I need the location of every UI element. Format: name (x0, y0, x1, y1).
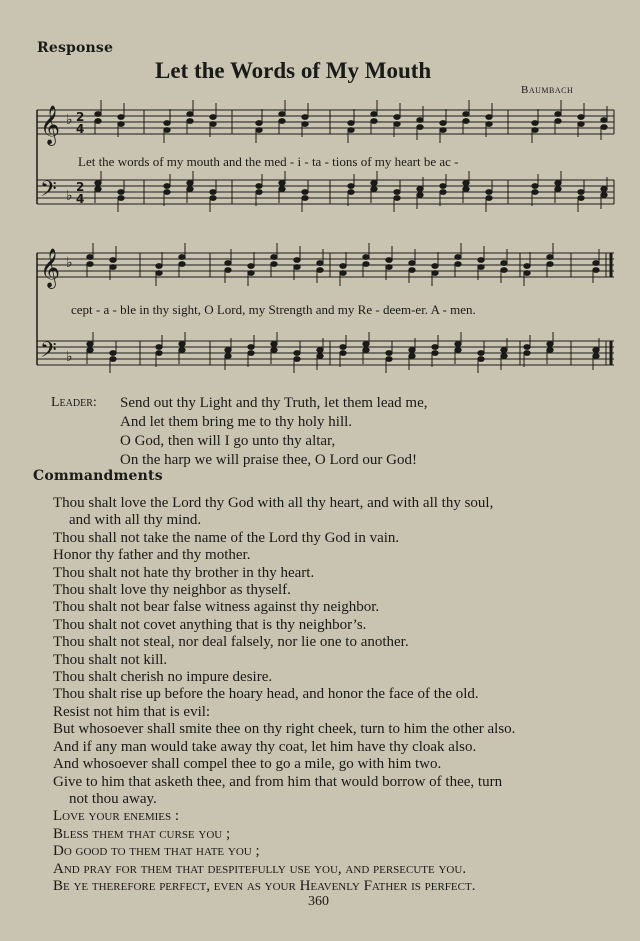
note-head (348, 128, 354, 133)
note-head (593, 261, 599, 266)
note-head (317, 354, 323, 359)
note-head (440, 184, 446, 189)
note-head (294, 265, 300, 270)
note-head (386, 351, 392, 356)
commandment-line: Thou shalt love the Lord thy God with all thy heart, and with all thy soul, (53, 495, 494, 511)
note-head (179, 342, 185, 347)
commandment-line: Thou shalt love thy neighbor as thyself. (53, 582, 291, 599)
note-head (432, 351, 438, 356)
note-head (501, 354, 507, 359)
commandment-line: And whosoever shall compel thee to go a mile, go with him two. (53, 756, 442, 773)
commandment-line: Give to him that asketh thee, and from him that would borrow of thee, turn (53, 773, 503, 790)
time-signature: 2 (76, 110, 85, 124)
note-head (340, 264, 346, 269)
note-head (478, 357, 484, 362)
note-head (555, 187, 561, 192)
note-head (87, 255, 93, 260)
note-head (210, 190, 216, 195)
note-head (486, 196, 492, 201)
note-head (363, 255, 369, 260)
closing-line: Bless them that curse you ; (53, 825, 231, 842)
commandment-line: And if any man would take away thy coat, let him have thy cloak also. (53, 738, 477, 755)
note-head (302, 196, 308, 201)
note-head (371, 112, 377, 117)
note-head (440, 190, 446, 195)
note-head (524, 345, 530, 350)
note-head (394, 122, 400, 127)
note-head (294, 351, 300, 356)
leader-line: And let them bring me to thy holy hill. (120, 414, 353, 430)
closing-line: Love your enemies : (53, 808, 180, 825)
closing-line: Be ye therefore perfect, even as your Heavenly Father is perfect. (53, 877, 476, 894)
note-head (248, 271, 254, 276)
response-heading: Response (37, 40, 114, 56)
note-head (110, 351, 116, 356)
leader-text (120, 394, 427, 470)
note-head (156, 351, 162, 356)
note-head (187, 119, 193, 124)
note-head (386, 357, 392, 362)
note-head (394, 190, 400, 195)
note-head (187, 112, 193, 117)
note-head (501, 261, 507, 266)
note-head (256, 121, 262, 126)
note-head (409, 261, 415, 266)
note-head (363, 348, 369, 353)
note-head (371, 119, 377, 124)
closing-line: Do good to them that hate you ; (53, 843, 260, 860)
note-head (455, 255, 461, 260)
note-head (348, 121, 354, 126)
note-head (279, 112, 285, 117)
note-head (532, 190, 538, 195)
note-head (432, 264, 438, 269)
note-head (363, 262, 369, 267)
note-head (248, 351, 254, 356)
note-head (210, 115, 216, 120)
note-head (110, 265, 116, 270)
note-head (601, 118, 607, 123)
note-head (463, 187, 469, 192)
note-head (87, 348, 93, 353)
note-head (95, 181, 101, 186)
note-head (524, 351, 530, 356)
note-head (547, 342, 553, 347)
note-head (532, 184, 538, 189)
note-head (371, 187, 377, 192)
note-head (363, 342, 369, 347)
note-head (317, 348, 323, 353)
note-head (271, 255, 277, 260)
note-head (279, 181, 285, 186)
note-head (578, 190, 584, 195)
note-head (478, 351, 484, 356)
commandment-line: Thou shalt not bear false witness against thy neighbor. (53, 599, 380, 616)
note-head (187, 181, 193, 186)
note-head (463, 112, 469, 117)
commandment-line: and with all thy mind. (69, 512, 202, 529)
commandment-line: Thou shall not take the name of the Lord thy God in vain. (53, 529, 400, 546)
note-head (156, 264, 162, 269)
note-head (210, 122, 216, 127)
note-head (164, 190, 170, 195)
flat-icon: ♭ (66, 188, 73, 204)
note-head (417, 193, 423, 198)
note-head (248, 264, 254, 269)
note-head (593, 348, 599, 353)
note-head (317, 268, 323, 273)
note-head (87, 342, 93, 347)
note-head (118, 196, 124, 201)
note-head (524, 264, 530, 269)
note-head (455, 262, 461, 267)
commandment-line: Thou shalt cherish no impure desire. (53, 669, 273, 686)
hymn-title: Let the Words of My Mouth (155, 58, 432, 83)
time-signature: 4 (76, 192, 85, 206)
music-score (0, 0, 640, 400)
note-head (271, 262, 277, 267)
note-head (156, 271, 162, 276)
page-number: 360 (308, 894, 329, 909)
note-head (486, 122, 492, 127)
note-head (524, 271, 530, 276)
note-head (440, 121, 446, 126)
note-head (302, 115, 308, 120)
note-head (463, 119, 469, 124)
flat-icon: ♭ (66, 255, 73, 271)
note-head (118, 122, 124, 127)
note-head (225, 354, 231, 359)
note-head (340, 345, 346, 350)
note-head (164, 184, 170, 189)
note-head (547, 262, 553, 267)
note-head (532, 128, 538, 133)
note-head (501, 268, 507, 273)
commandment-line: Thou shalt not covet anything that is thy neighbor’s. (53, 616, 367, 633)
leader-line: On the harp we will praise thee, O Lord our God! (120, 452, 417, 468)
commandment-line: not thou away. (69, 790, 157, 807)
note-head (95, 119, 101, 124)
note-head (294, 357, 300, 362)
flat-icon: ♭ (66, 349, 73, 365)
note-head (248, 345, 254, 350)
note-head (348, 184, 354, 189)
note-head (386, 265, 392, 270)
note-head (164, 128, 170, 133)
note-head (486, 190, 492, 195)
note-head (340, 351, 346, 356)
note-head (463, 181, 469, 186)
note-head (225, 261, 231, 266)
note-head (164, 121, 170, 126)
note-head (294, 258, 300, 263)
note-head (486, 115, 492, 120)
treble-clef-icon: 𝄞 (40, 248, 61, 288)
note-head (110, 357, 116, 362)
bass-clef-icon: 𝄢 (40, 177, 57, 207)
commandments-body (53, 495, 628, 895)
leader-line: Send out thy Light and thy Truth, let them lead me, (120, 395, 428, 411)
commandments-heading: Commandments (33, 468, 163, 484)
note-head (409, 348, 415, 353)
note-head (348, 190, 354, 195)
note-head (478, 265, 484, 270)
note-head (95, 112, 101, 117)
note-head (593, 354, 599, 359)
note-head (302, 122, 308, 127)
note-head (440, 128, 446, 133)
note-head (432, 345, 438, 350)
bass-clef-icon: 𝄢 (40, 338, 57, 368)
flat-icon: ♭ (66, 112, 73, 128)
time-signature: 2 (76, 180, 85, 194)
commandment-line: Thou shalt not hate thy brother in thy heart. (53, 564, 315, 581)
commandment-line: Thou shalt not steal, nor deal falsely, nor lie one to another. (53, 634, 409, 651)
note-head (271, 348, 277, 353)
note-head (110, 258, 116, 263)
note-head (225, 268, 231, 273)
note-head (417, 187, 423, 192)
note-head (256, 128, 262, 133)
note-head (317, 261, 323, 266)
commandment-line: But whosoever shall smite thee on thy right cheek, turn to him the other also. (53, 721, 516, 738)
note-head (225, 348, 231, 353)
note-head (547, 348, 553, 353)
note-head (555, 112, 561, 117)
closing-line: And pray for them that despitefully use you, and persecute you. (53, 860, 467, 877)
note-head (210, 196, 216, 201)
treble-clef-icon: 𝄞 (40, 105, 61, 145)
note-head (118, 115, 124, 120)
note-head (593, 268, 599, 273)
note-head (118, 190, 124, 195)
note-head (578, 122, 584, 127)
note-head (156, 345, 162, 350)
note-head (256, 190, 262, 195)
note-head (501, 348, 507, 353)
note-head (394, 196, 400, 201)
note-head (371, 181, 377, 186)
note-head (279, 187, 285, 192)
note-head (455, 348, 461, 353)
note-head (95, 187, 101, 192)
note-head (601, 125, 607, 130)
commandment-line: Honor thy father and thy mother. (53, 547, 251, 564)
note-head (340, 271, 346, 276)
note-head (179, 348, 185, 353)
note-head (478, 258, 484, 263)
note-head (302, 190, 308, 195)
note-head (187, 187, 193, 192)
note-head (409, 268, 415, 273)
lyrics-line-1: Let the words of my mouth and the med - i - ta - tions of my heart be ac - (78, 154, 459, 169)
note-head (455, 342, 461, 347)
note-head (601, 193, 607, 198)
lyrics-line-2: cept - a - ble in thy sight, O Lord, my Strength and my Re - deem-er. A - men. (71, 302, 476, 317)
note-head (601, 187, 607, 192)
note-head (547, 255, 553, 260)
note-head (417, 125, 423, 130)
note-head (179, 262, 185, 267)
note-head (417, 118, 423, 123)
note-head (256, 184, 262, 189)
note-head (386, 258, 392, 263)
time-signature: 4 (76, 122, 85, 136)
note-head (555, 181, 561, 186)
note-head (532, 121, 538, 126)
composer-credit: Baumbach (521, 84, 574, 96)
note-head (578, 115, 584, 120)
note-head (578, 196, 584, 201)
note-head (432, 271, 438, 276)
commandment-line: Resist not him that is evil: (53, 703, 211, 720)
note-head (555, 119, 561, 124)
note-head (394, 115, 400, 120)
note-head (87, 262, 93, 267)
note-head (179, 255, 185, 260)
commandment-line: Thou shalt not kill. (53, 651, 168, 668)
leader-label: Leader: (51, 395, 97, 410)
leader-line: O God, then will I go unto thy altar, (120, 433, 336, 449)
note-head (271, 342, 277, 347)
commandment-line: Thou shalt rise up before the hoary head, and honor the face of the old. (53, 686, 479, 703)
note-head (279, 119, 285, 124)
note-head (409, 354, 415, 359)
